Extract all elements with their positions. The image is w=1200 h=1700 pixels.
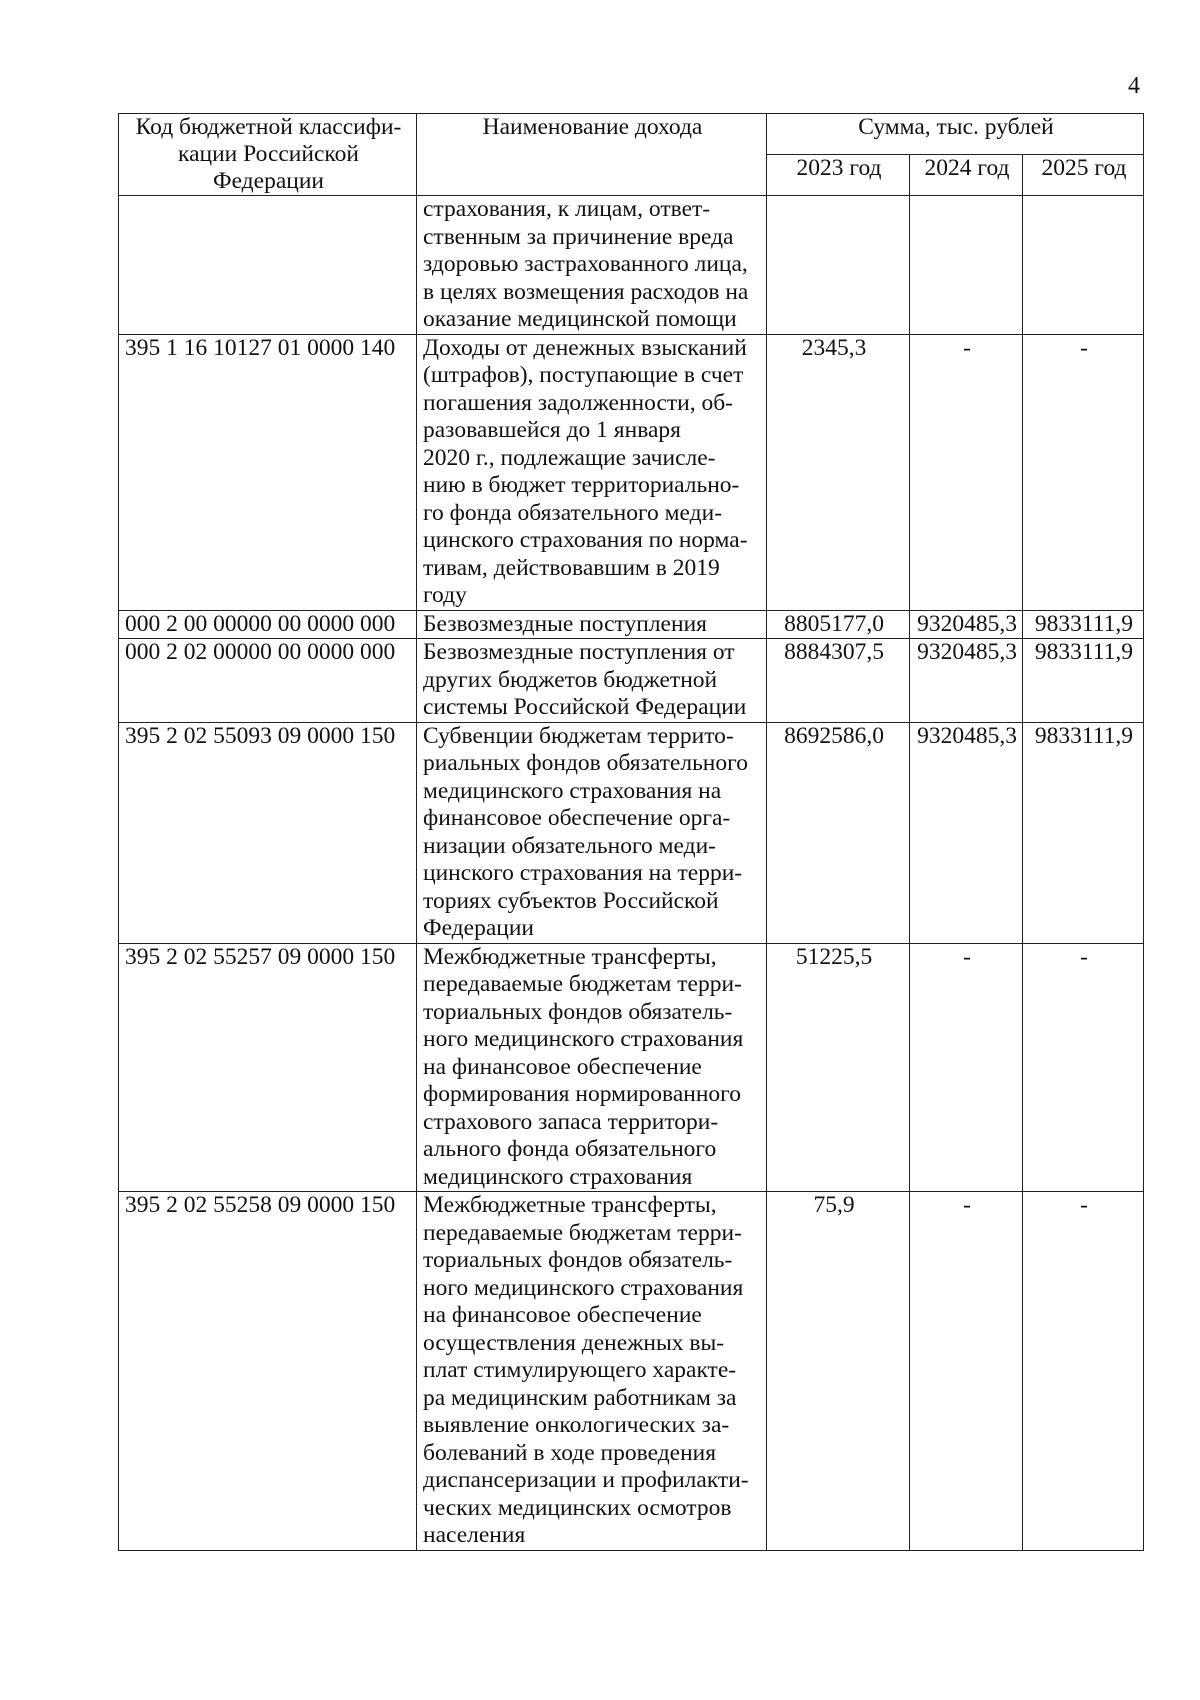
amount-2025-cell: - xyxy=(1023,1192,1144,1551)
revenue-name-line: году xyxy=(423,582,467,608)
revenue-name-cell xyxy=(417,334,767,610)
revenue-name-line: ториальных фондов обязатель- xyxy=(423,1247,733,1273)
revenue-name-line: здоровью застрахованного лица, xyxy=(423,251,748,277)
revenue-name-line: тивам, действовавшим в 2019 xyxy=(423,554,720,581)
revenue-name-cell xyxy=(417,196,767,335)
table-row xyxy=(119,722,1144,943)
header-sum: Сумма, тыс. рублей xyxy=(767,114,1144,155)
revenue-name-line: цинского страхования на терри- xyxy=(423,860,743,886)
revenue-name-line: Безвозмездные поступления от xyxy=(423,639,735,665)
revenue-name-line: передаваемые бюджетам терри- xyxy=(423,971,742,997)
revenue-name-line: ственным за причинение вреда xyxy=(423,223,734,250)
revenue-name-cell xyxy=(417,639,767,723)
amount-2024-cell: - xyxy=(910,334,1023,610)
revenue-name-line: на финансовое обеспечение xyxy=(423,1302,702,1328)
amount-2023-cell: 75,9 xyxy=(767,1192,910,1551)
revenue-name-line: медицинского страхования на xyxy=(423,777,722,804)
revenue-name-line: Межбюджетные трансферты, xyxy=(423,1192,717,1218)
revenue-name-line: осуществления денежных вы- xyxy=(423,1329,725,1356)
revenue-name-cell xyxy=(417,722,767,943)
table-row xyxy=(119,943,1144,1192)
revenue-name-line: формирования нормированного xyxy=(423,1081,741,1107)
revenue-name-line: в целях возмещения расходов на xyxy=(423,278,749,305)
budget-code-cell: 395 2 02 55257 09 0000 150 xyxy=(119,943,417,1192)
revenue-name-line: Субвенции бюджетам террито- xyxy=(423,722,734,749)
header-code-line: кации Российской xyxy=(178,141,359,167)
revenue-name-line: системы Российской Федерации xyxy=(423,694,747,720)
revenue-name-cell xyxy=(417,610,767,639)
revenue-name-line: Доходы от денежных взысканий xyxy=(423,334,747,361)
revenue-name-cell xyxy=(417,1192,767,1551)
revenue-name-line: Безвозмездные поступления xyxy=(423,610,707,637)
amount-2023-cell xyxy=(767,196,910,335)
revenue-name-line: страхового запаса территори- xyxy=(423,1108,719,1135)
revenue-name-line: ного медицинского страхования xyxy=(423,1026,744,1052)
header-code-line: Федерации xyxy=(213,168,324,194)
table-row xyxy=(119,639,1144,723)
revenue-name-line: погашения задолженности, об- xyxy=(423,389,733,416)
revenue-name-line: других бюджетов бюджетной xyxy=(423,666,718,693)
amount-2025-cell: - xyxy=(1023,334,1144,610)
amount-2023-cell: 51225,5 xyxy=(767,943,910,1192)
revenue-name-line: Федерации xyxy=(423,915,534,941)
revenue-name-line: ториальных фондов обязатель- xyxy=(423,998,733,1025)
header-code xyxy=(119,114,417,196)
revenue-name-line: го фонда обязательного меди- xyxy=(423,499,723,526)
amount-2024-cell: - xyxy=(910,943,1023,1192)
amount-2024-cell xyxy=(910,196,1023,335)
amount-2024-cell: 9320485,3 xyxy=(910,722,1023,943)
revenue-name-line: (штрафов), поступающие в счет xyxy=(423,362,744,388)
revenue-name-line: ного медицинского страхования xyxy=(423,1274,744,1301)
amount-2025-cell: 9833111,9 xyxy=(1023,610,1144,639)
header-year-2025: 2025 год xyxy=(1023,155,1144,196)
revenue-name-line: болеваний в ходе проведения xyxy=(423,1439,717,1466)
revenue-name-line: выявление онкологических за- xyxy=(423,1412,730,1438)
amount-2025-cell: 9833111,9 xyxy=(1023,722,1144,943)
revenue-name-line: оказание медицинской помощи xyxy=(423,306,737,332)
header-name: Наименование дохода xyxy=(417,114,767,196)
budget-code-cell: 395 2 02 55258 09 0000 150 xyxy=(119,1192,417,1551)
revenue-name-line: ческих медицинских осмотров xyxy=(423,1494,732,1521)
revenue-name-line: плат стимулирующего характе- xyxy=(423,1357,737,1383)
amount-2024-cell: 9320485,3 xyxy=(910,610,1023,639)
revenue-name-line: 2020 г., подлежащие зачисле- xyxy=(423,444,716,471)
table-row xyxy=(119,610,1144,639)
revenue-name-line: ального фонда обязательного xyxy=(423,1136,717,1162)
revenue-name-line: населения xyxy=(423,1522,526,1548)
amount-2023-cell: 8884307,5 xyxy=(767,639,910,723)
revenue-name-line: медицинского страхования xyxy=(423,1163,693,1190)
revenue-name-line: ра медицинским работникам за xyxy=(423,1384,737,1411)
revenue-name-line: цинского страхования по норма- xyxy=(423,527,748,553)
budget-code-cell: 000 2 00 00000 00 0000 000 xyxy=(119,610,417,639)
revenue-name-line: риальных фондов обязательного xyxy=(423,750,748,776)
revenue-name-line: ториях субъектов Российской xyxy=(423,887,719,914)
revenue-name-line: нию в бюджет территориально- xyxy=(423,472,740,498)
amount-2024-cell: 9320485,3 xyxy=(910,639,1023,723)
amount-2023-cell: 8692586,0 xyxy=(767,722,910,943)
amount-2025-cell: - xyxy=(1023,943,1144,1192)
amount-2025-cell xyxy=(1023,196,1144,335)
table-body xyxy=(119,196,1144,1551)
amount-2023-cell: 8805177,0 xyxy=(767,610,910,639)
revenue-name-line: финансовое обеспечение орга- xyxy=(423,805,731,831)
header-year-2023: 2023 год xyxy=(767,155,910,196)
amount-2024-cell: - xyxy=(910,1192,1023,1551)
table-row xyxy=(119,334,1144,610)
header-year-2024: 2024 год xyxy=(910,155,1023,196)
page-number: 4 xyxy=(1128,73,1140,99)
amount-2025-cell: 9833111,9 xyxy=(1023,639,1144,723)
table-row xyxy=(119,196,1144,335)
revenue-name-line: на финансовое обеспечение xyxy=(423,1053,702,1080)
header-code-line: Код бюджетной классифи- xyxy=(135,114,402,140)
budget-code-cell: 000 2 02 00000 00 0000 000 xyxy=(119,639,417,723)
revenue-name-line: низации обязательного меди- xyxy=(423,832,717,859)
revenue-name-line: диспансеризации и профилакти- xyxy=(423,1467,749,1493)
budget-code-cell: 395 1 16 10127 01 0000 140 xyxy=(119,334,417,610)
budget-code-cell xyxy=(119,196,417,335)
revenue-table xyxy=(118,113,1144,1551)
revenue-name-line: страхования, к лицам, ответ- xyxy=(423,196,711,222)
revenue-name-cell xyxy=(417,943,767,1192)
revenue-name-line: передаваемые бюджетам терри- xyxy=(423,1219,742,1246)
table-row xyxy=(119,1192,1144,1551)
amount-2023-cell: 2345,3 xyxy=(767,334,910,610)
revenue-name-line: разовавшейся до 1 января xyxy=(423,417,681,443)
revenue-name-line: Межбюджетные трансферты, xyxy=(423,943,717,970)
budget-code-cell: 395 2 02 55093 09 0000 150 xyxy=(119,722,417,943)
